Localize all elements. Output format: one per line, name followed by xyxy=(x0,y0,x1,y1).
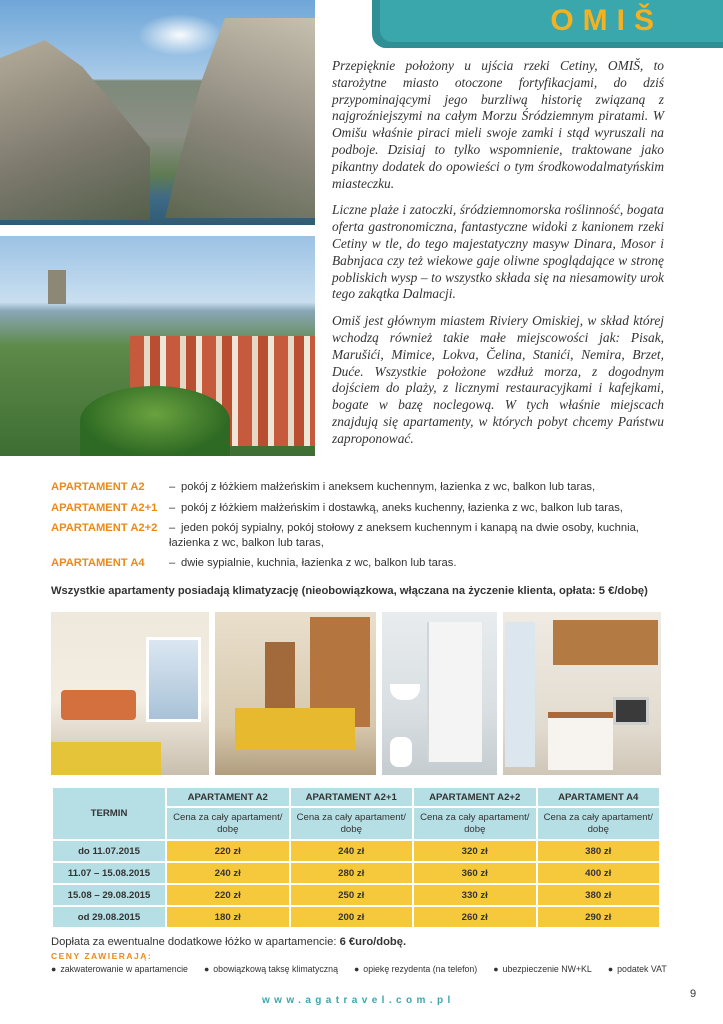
kitchen-cabinets xyxy=(553,620,658,665)
apartment-header: APARTAMENT A2 xyxy=(167,788,289,806)
term-cell: 11.07 – 15.08.2015 xyxy=(53,863,165,883)
apartment-name: APARTAMENT A4 xyxy=(51,557,145,569)
dash: – xyxy=(169,557,176,569)
price-cell: 280 zł xyxy=(291,863,413,883)
extra-bed-text: Dopłata za ewentualne dodatkowe łóżko w apartamencie: xyxy=(51,936,340,948)
list-item xyxy=(354,964,477,974)
term-cell: do 11.07.2015 xyxy=(53,841,165,861)
price-cell: 360 zł xyxy=(414,863,536,883)
apartment-header: APARTAMENT A4 xyxy=(538,788,660,806)
dash: – xyxy=(169,481,176,493)
dash: – xyxy=(169,501,176,514)
page-title: OMIŠ xyxy=(550,4,663,37)
include-label: opiekę rezydenta (na telefon) xyxy=(363,964,478,974)
extra-bed-note xyxy=(51,936,406,948)
apartment-item xyxy=(51,480,671,495)
balcony-door xyxy=(505,622,535,767)
list-item xyxy=(493,964,592,974)
list-item xyxy=(608,964,667,974)
table-row xyxy=(53,863,659,883)
price-cell: 260 zł xyxy=(414,907,536,927)
include-label: ubezpieczenie NW+KL xyxy=(502,964,592,974)
rug xyxy=(51,742,161,775)
apartment-desc-wrap xyxy=(169,480,671,495)
apartment-description: jeden pokój sypialny, pokój stołowy z aneksem kuchennym i kanapą na dwie osoby, kuchnia, łazienka z wc, balkon lub taras, xyxy=(169,522,639,549)
intro-paragraph-3: Omiš jest głównym miastem Riviery Omiskiej, w skład której wchodzą również takie małe miejscowości jak: Pisak, Marušići, Mimice, Lokva, Čelina, Stanići, Nemira, Brzet, Duće. Wszystkie położone wzdłuż morza, z dogodnym dojściem do plaży, z licznymi restauracyjkami i kafejkami, bogate w bazę noclegową. W tych właśnie miejscach znajdują się apartamenty, w których pobyt chcemy Państwu zaproponować. xyxy=(332,313,664,446)
apartment-description: pokój z łóżkiem małżeńskim i aneksem kuchennym, łazienka z wc, balkon lub taras, xyxy=(181,481,596,493)
title-tab-inner xyxy=(380,0,723,42)
page-number: 9 xyxy=(690,988,697,1000)
price-cell: 220 zł xyxy=(167,841,289,861)
apartment-header: APARTAMENT A2+2 xyxy=(414,788,536,806)
price-cell: 380 zł xyxy=(538,885,660,905)
sink xyxy=(390,684,420,700)
price-subheader: Cena za cały apartament/ dobę xyxy=(414,808,536,839)
sofa xyxy=(61,690,136,720)
price-table xyxy=(51,786,661,929)
trees xyxy=(80,386,230,456)
bullet-icon: ● xyxy=(607,964,614,974)
price-cell: 290 zł xyxy=(538,907,660,927)
photo-omis-cliffs xyxy=(0,0,315,225)
includes-list xyxy=(51,964,671,974)
price-cell: 220 zł xyxy=(167,885,289,905)
apartment-name: APARTAMENT A2+1 xyxy=(51,501,158,514)
price-cell: 180 zł xyxy=(167,907,289,927)
price-subheader: Cena za cały apartament/ dobę xyxy=(291,808,413,839)
shower-curtain xyxy=(427,622,482,762)
apartment-header: APARTAMENT A2+1 xyxy=(291,788,413,806)
apartment-description: dwie sypialnie, kuchnia, łazienka z wc, balkon lub taras. xyxy=(181,557,457,569)
table-row xyxy=(53,841,659,861)
bullet-icon: ● xyxy=(353,964,360,974)
photo-bathroom xyxy=(382,612,497,775)
website-link[interactable]: www.agatravel.com.pl xyxy=(262,995,455,1006)
term-cell: 15.08 – 29.08.2015 xyxy=(53,885,165,905)
tv xyxy=(613,697,649,725)
apartment-desc-wrap xyxy=(169,556,671,571)
list-item xyxy=(51,964,188,974)
cliff-right xyxy=(165,18,315,218)
price-subheader: Cena za cały apartament/ dobę xyxy=(538,808,660,839)
price-cell: 240 zł xyxy=(167,863,289,883)
toilet xyxy=(390,737,412,767)
table-row xyxy=(53,885,659,905)
window xyxy=(146,637,201,722)
include-label: obowiązkową taksę klimatyczną xyxy=(213,964,338,974)
term-cell: od 29.08.2015 xyxy=(53,907,165,927)
apartment-name: APARTAMENT A2 xyxy=(51,481,145,493)
term-header: TERMIN xyxy=(53,788,165,839)
apartment-description: pokój z łóżkiem małżeńskim i dostawką, aneks kuchenny, łazienka z wc, balkon lub taras, xyxy=(181,501,623,514)
fortress-tower xyxy=(48,270,66,304)
bullet-icon: ● xyxy=(203,964,210,974)
table-header-row xyxy=(53,788,659,806)
price-subheader: Cena za cały apartament/ dobę xyxy=(167,808,289,839)
bullet-icon: ● xyxy=(51,964,57,974)
apartment-item xyxy=(51,521,671,550)
photo-omis-town xyxy=(0,236,315,456)
bullet-icon: ● xyxy=(493,964,499,974)
apartment-list xyxy=(51,480,671,577)
air-conditioning-note: Wszystkie apartamenty posiadają klimatyzację (nieobowiązkowa, włączana na życzenie klienta, opłata: 5 €/dobę) xyxy=(51,585,648,597)
apartment-desc-wrap xyxy=(169,501,671,516)
title-tab xyxy=(372,0,723,48)
apartment-name: APARTAMENT A2+2 xyxy=(51,522,158,534)
price-cell: 240 zł xyxy=(291,841,413,861)
includes-title: CENY ZAWIERAJĄ: xyxy=(51,951,153,961)
price-cell: 380 zł xyxy=(538,841,660,861)
table-row xyxy=(53,907,659,927)
extra-bed-price: 6 €uro/dobę. xyxy=(339,936,407,948)
include-label: zakwaterowanie w apartamencie xyxy=(60,964,188,974)
photo-kitchen xyxy=(503,612,661,775)
price-cell: 330 zł xyxy=(414,885,536,905)
cliff-left xyxy=(0,40,150,220)
list-item xyxy=(204,964,338,974)
apartment-item xyxy=(51,501,671,516)
price-cell: 250 zł xyxy=(291,885,413,905)
price-cell: 200 zł xyxy=(291,907,413,927)
photo-living-room xyxy=(51,612,209,775)
bed xyxy=(235,708,355,750)
apartment-item xyxy=(51,556,671,571)
price-cell: 400 zł xyxy=(538,863,660,883)
dash: – xyxy=(169,522,176,534)
photo-bedroom xyxy=(215,612,376,775)
kitchen-counter xyxy=(548,712,613,770)
intro-paragraph-2: Liczne plaże i zatoczki, śródziemnomorska roślinność, bogata oferta gastronomiczna, fantastyczne widoki z kanionem rzeki Cetiny w tle, do tego majestatyczny masyw Dinara, Mosor i Babnjaca czy też wiekowe gaje oliwne spoglądające w stronę pobliskich wysp – to wszystko składa się na niesamowity urok tego zakątka Dalmacji. xyxy=(332,202,664,302)
apartment-desc-wrap xyxy=(169,521,671,550)
price-cell: 320 zł xyxy=(414,841,536,861)
include-label: podatek VAT xyxy=(617,964,667,974)
intro-text xyxy=(332,58,664,458)
intro-paragraph-1: Przepięknie położony u ujścia rzeki Cetiny, OMIŠ, to starożytne miasto otoczone fortyfikacjami, do dziś przypominającymi jego burzliwą historię związaną z najgroźniejszymi na całym Morzu Śródziemnym piratami. W Omišu właśnie piraci mieli swoje zamki i stąd wyruszali na podboje. Dzisiaj to tylko wspomnienie, traktowane jako pikantny dodatek do opowieści o tym środkowodalmatyńskim miasteczku. xyxy=(332,58,664,191)
